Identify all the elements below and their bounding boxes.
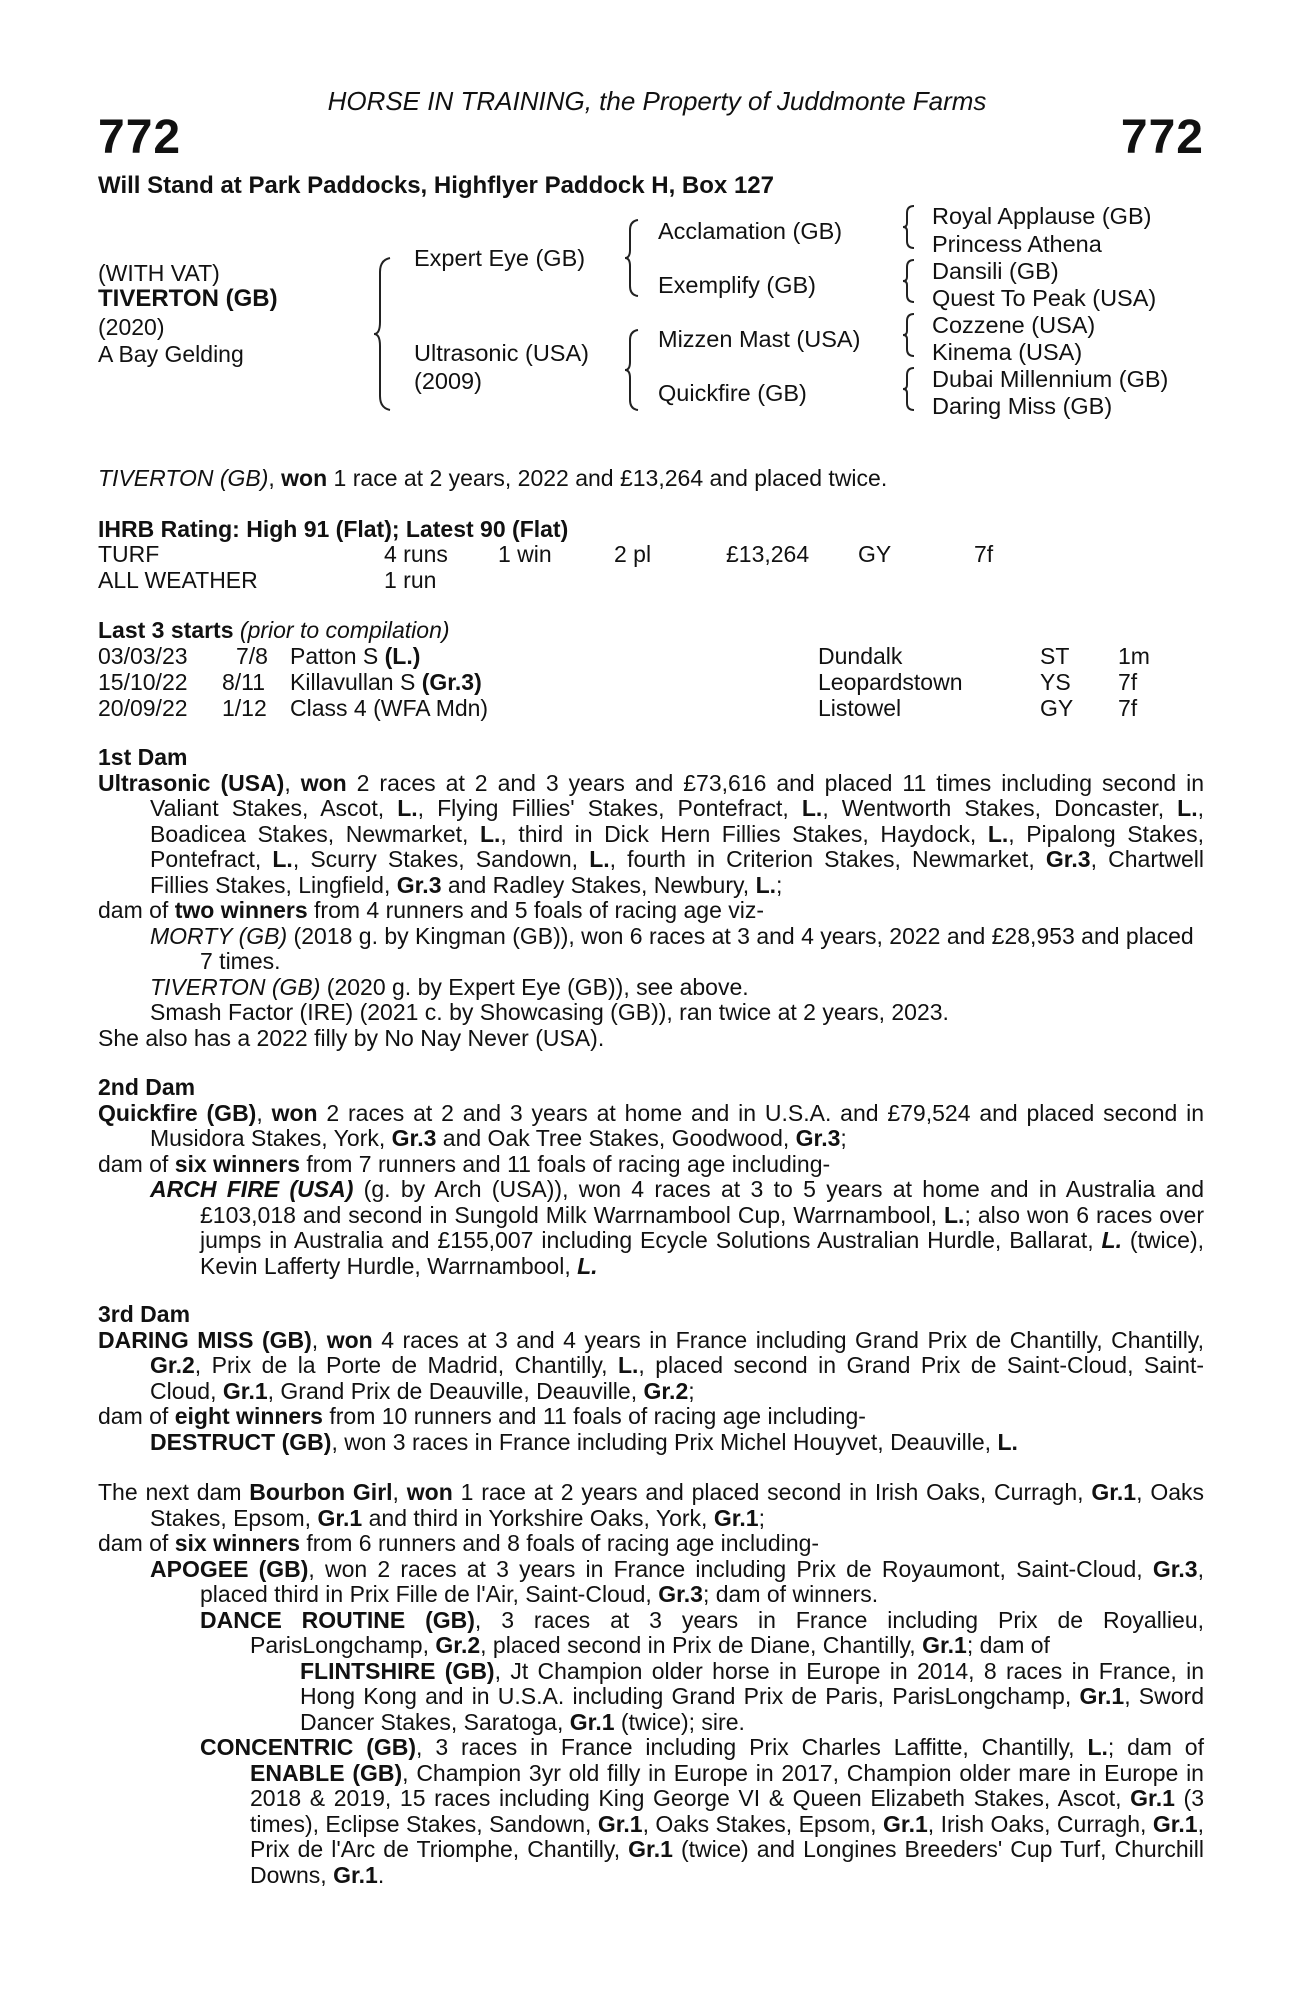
start-position: 8/11	[222, 669, 266, 695]
dam-of-line: dam of six winners from 7 runners and 11 foals of racing age including-	[98, 1150, 831, 1177]
third-dam-section	[98, 1302, 1204, 1455]
horse-name: TIVERTON (GB)	[98, 285, 278, 312]
section-heading: 1st Dam	[98, 744, 188, 770]
progeny-item: ARCH FIRE (USA) (g. by Arch (USA)), won 4 races at 3 to 5 years at home and in Australia and £103,018 and second in Sungold Milk Warrnambool Cup, Warrnambool, L.; also won 6 races over jumps in Australia and £155,007 including Ecycle Solutions Australian Hurdle, Ballarat, L. (twice), Kevin Lafferty Hurdle, Warrnambool, L.	[150, 1176, 1204, 1279]
progeny-item: DANCE ROUTINE (GB), 3 races at 3 years in France including Prix de Royallieu, ParisLongchamp, Gr.2, placed second in Prix de Diane, Chantilly, Gr.1; dam of	[200, 1606, 1204, 1658]
dam-of-line: dam of eight winners from 10 runners and 11 foals of racing age including-	[98, 1403, 866, 1429]
pedigree-brace-sire	[624, 218, 642, 298]
start-course: Leopardstown	[818, 669, 963, 695]
rating-row: TURF	[98, 541, 160, 567]
pedigree-brace-dam	[624, 328, 642, 412]
progeny-item: DESTRUCT (GB), won 3 races in France including Prix Michel Houyvet, Deauville, L.	[150, 1428, 1018, 1455]
start-position: 7/8	[236, 643, 268, 669]
rating-going: GY	[858, 541, 892, 567]
pedigree-dam: Ultrasonic (USA)	[414, 340, 589, 366]
dam-record: Ultrasonic (USA), won 2 races at 2 and 3 years and £73,616 and placed 11 times including second in Valiant Stakes, Ascot, L., Flying Fillies' Stakes, Pontefract, L., Wentworth Stakes, Doncaster, L., Boadicea Stakes, Newmarket, L., third in Dick Hern Fillies Stakes, Haydock, L., Pipalong Stakes, Pontefract, L., Scurry Stakes, Sandown, L., fourth in Criterion Stakes, Newmarket, Gr.3, Chartwell Fillies Stakes, Lingfield, Gr.3 and Radley Stakes, Newbury, L.;	[98, 769, 1204, 898]
stand-location: Will Stand at Park Paddocks, Highflyer Paddock H, Box 127	[98, 172, 774, 199]
start-race: Class 4 (WFA Mdn)	[290, 695, 489, 721]
pedigree-sds: Dansili (GB)	[932, 258, 1059, 284]
progeny-item: CONCENTRIC (GB), 3 races in France including Prix Charles Laffitte, Chantilly, L.; dam of ENABLE (GB), Champion 3yr old filly in Europe in 2017, Champion older mare in Europe in 2018 & 2019, 15 races including King George VI & Queen Elizabeth Stakes, Ascot, Gr.1 (3 times), Eclipse Stakes, Sandown, Gr.1, Oaks Stakes, Epsom, Gr.1, Irish Oaks, Curragh, Gr.1, Prix de l'Arc de Triomphe, Chantilly, Gr.1 (twice) and Longines Breeders' Cup Turf, Churchill Downs, Gr.1.	[200, 1734, 1205, 1888]
progeny-note: She also has a 2022 filly by No Nay Never (USA).	[98, 1024, 605, 1051]
start-position: 1/12	[222, 695, 267, 721]
pedigree-ddd: Daring Miss (GB)	[932, 393, 1113, 419]
first-dam-section	[98, 745, 1204, 1051]
pedigree-dsd: Kinema (USA)	[932, 339, 1083, 365]
progeny-item: MORTY (GB) (2018 g. by Kingman (GB)), won 6 races at 3 and 4 years, 2022 and £28,953 and placed 7 times.	[150, 922, 1194, 974]
dam-of-line: dam of two winners from 4 runners and 5 foals of racing age viz-	[98, 897, 765, 923]
start-distance: 7f	[1118, 695, 1138, 721]
start-race: Patton S (L.)	[290, 643, 421, 669]
rating-prize: £13,264	[726, 541, 810, 567]
pedigree-ssd: Princess Athena	[932, 231, 1102, 257]
pedigree-brace-sd	[902, 258, 916, 304]
rating-placed: 2 pl	[614, 541, 652, 567]
horse-description: A Bay Gelding	[98, 341, 244, 367]
race-summary: TIVERTON (GB), won 1 race at 2 years, 2022 and £13,264 and placed twice.	[98, 465, 888, 491]
pedigree-dam-sire: Mizzen Mast (USA)	[658, 326, 861, 352]
pedigree-sss: Royal Applause (GB)	[932, 203, 1152, 229]
horse-year: (2020)	[98, 314, 165, 340]
progeny-item: TIVERTON (GB) (2020 g. by Expert Eye (GB)), see above.	[150, 973, 749, 1000]
catalogue-subtitle: HORSE IN TRAINING, the Property of Juddmonte Farms	[327, 86, 987, 116]
pedigree-brace-ds	[902, 312, 916, 358]
start-date: 20/09/22	[98, 695, 188, 721]
ihrb-rating: IHRB Rating: High 91 (Flat); Latest 90 (Flat)	[98, 516, 569, 542]
pedigree-sire: Expert Eye (GB)	[414, 245, 586, 271]
rating-row: ALL WEATHER	[98, 567, 258, 593]
progeny-item: FLINTSHIRE (GB), Jt Champion older horse in Europe in 2014, 8 races in France, in Hong Kong and in U.S.A. including Grand Prix de Paris, ParisLongchamp, Gr.1, Sword Dancer Stakes, Saratoga, Gr.1 (twice); sire.	[300, 1657, 1204, 1735]
start-date: 03/03/23	[98, 643, 188, 669]
start-going: ST	[1040, 643, 1070, 669]
pedigree-dam-year: (2009)	[414, 368, 482, 394]
pedigree-brace-dd	[902, 366, 916, 412]
rating-distance: 7f	[974, 541, 994, 567]
pedigree-dds: Dubai Millennium (GB)	[932, 366, 1169, 392]
next-dam-section	[98, 1480, 1204, 1888]
section-heading: 3rd Dam	[98, 1301, 191, 1327]
rating-runs: 4 runs	[384, 541, 448, 567]
dam-record: The next dam Bourbon Girl, won 1 race at 2 years and placed second in Irish Oaks, Curragh, Gr.1, Oaks Stakes, Epsom, Gr.1 and third in Yorkshire Oaks, York, Gr.1;	[98, 1479, 1204, 1531]
start-race: Killavullan S (Gr.3)	[290, 669, 482, 695]
pedigree-brace-main	[372, 256, 394, 412]
second-dam-section	[98, 1075, 1204, 1279]
rating-runs: 1 run	[384, 567, 437, 593]
vat-note: (WITH VAT)	[98, 260, 220, 286]
start-date: 15/10/22	[98, 669, 188, 695]
pedigree-sdd: Quest To Peak (USA)	[932, 285, 1157, 311]
progeny-item: APOGEE (GB), won 2 races at 3 years in France including Prix de Royaumont, Saint-Cloud, Gr.3, placed third in Prix Fille de l'Air, Saint-Cloud, Gr.3; dam of winners.	[150, 1555, 1204, 1607]
dam-record: DARING MISS (GB), won 4 races at 3 and 4 years in France including Grand Prix de Chantilly, Chantilly, Gr.2, Prix de la Porte de Madrid, Chantilly, L., placed second in Grand Prix de Saint-Cloud, Saint-Cloud, Gr.1, Grand Prix de Deauville, Deauville, Gr.2;	[98, 1326, 1204, 1404]
progeny-item: Smash Factor (IRE) (2021 c. by Showcasing (GB)), ran twice at 2 years, 2023.	[150, 999, 949, 1025]
pedigree-dam-dam: Quickfire (GB)	[658, 380, 807, 406]
start-course: Dundalk	[818, 643, 903, 669]
start-course: Listowel	[818, 695, 902, 721]
lot-number-right: 772	[1120, 111, 1204, 164]
start-distance: 7f	[1118, 669, 1138, 695]
lot-number-left: 772	[98, 111, 182, 164]
section-heading: 2nd Dam	[98, 1074, 196, 1100]
pedigree-sire-sire: Acclamation (GB)	[658, 218, 843, 244]
pedigree-brace-ss	[902, 204, 916, 250]
dam-record: Quickfire (GB), won 2 races at 2 and 3 years at home and in U.S.A. and £79,524 and placed second in Musidora Stakes, York, Gr.3 and Oak Tree Stakes, Goodwood, Gr.3;	[98, 1099, 1205, 1151]
start-distance: 1m	[1118, 643, 1150, 669]
pedigree-sire-dam: Exemplify (GB)	[658, 272, 816, 298]
pedigree-dss: Cozzene (USA)	[932, 312, 1096, 338]
start-going: GY	[1040, 695, 1074, 721]
rating-wins: 1 win	[498, 541, 552, 567]
dam-of-line: dam of six winners from 6 runners and 8 foals of racing age including-	[98, 1530, 820, 1556]
start-going: YS	[1040, 669, 1071, 695]
last-starts-title: Last 3 starts (prior to compilation)	[98, 617, 450, 643]
